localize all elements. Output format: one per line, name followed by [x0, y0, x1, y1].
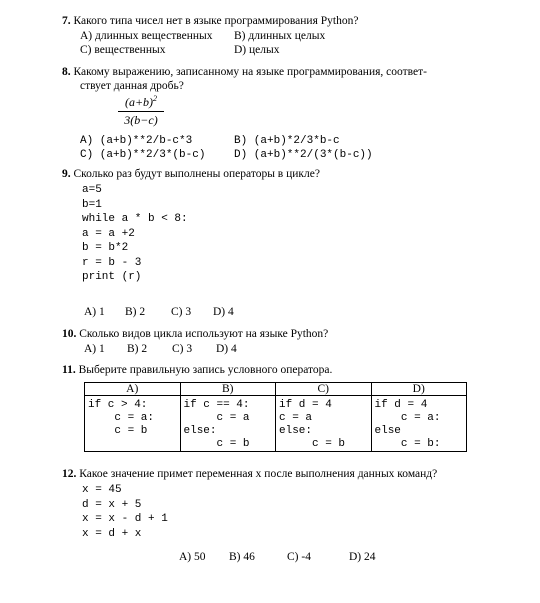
- q7-number: 7.: [62, 15, 71, 27]
- q9-code-line: a=5: [82, 184, 102, 196]
- q11-header-a: A): [85, 383, 181, 396]
- q9-title: [62, 168, 320, 180]
- q12-code-line: x = x - d + 1: [82, 513, 168, 525]
- q12-number: 12.: [62, 468, 77, 480]
- q12-option-c: C) -4: [287, 551, 311, 563]
- q8-option-d: D) (a+b)**2/(3*(b-c)): [234, 149, 373, 161]
- q10-option-c: C) 3: [172, 343, 193, 355]
- q7-text: Какого типа чисел нет в языке программирования Python?: [73, 15, 359, 27]
- q10-option-a: A) 1: [84, 343, 105, 355]
- q11-header-b: B): [180, 383, 276, 396]
- q7-option-d: D) целых: [234, 44, 280, 56]
- q11-header-row: [85, 383, 467, 396]
- q11-code-row: [85, 396, 467, 452]
- q12-code-line: d = x + 5: [82, 498, 142, 511]
- q8-fraction-bar: [118, 111, 164, 112]
- q12-option-a: A) 50: [179, 551, 206, 563]
- q9-text: Сколько раз будут выполнены операторы в цикле?: [73, 168, 320, 180]
- q9-code-line: b = b*2: [82, 242, 129, 254]
- q9-code-line: a = a +2: [82, 227, 135, 240]
- q7-title: [62, 15, 358, 27]
- q8-fraction: [118, 94, 164, 128]
- q11-code-c: if d = 4 c = a else: c = b: [279, 399, 346, 450]
- q10-number: 10.: [62, 328, 77, 340]
- q11-header-d: D): [371, 383, 467, 396]
- q7-option-a: A) длинных вещественных: [80, 30, 213, 42]
- q12-code-line: x = 45: [82, 484, 122, 496]
- q9-option-b: B) 2: [125, 306, 146, 318]
- q11-text: Выберите правильную запись условного оператора.: [78, 364, 333, 376]
- q12-code-block: [82, 483, 168, 541]
- q11-cell-b: [180, 396, 276, 452]
- q7-option-b: B) длинных целых: [234, 30, 326, 42]
- q8-number: 8.: [62, 66, 71, 78]
- q8-option-a: A) (a+b)**2/b-c*3: [80, 135, 193, 147]
- q8-fraction-exponent: 2: [153, 94, 158, 103]
- q9-code-line: print (r): [82, 271, 142, 283]
- q8-text-line1: Какому выражению, записанному на языке программирования, соответ-: [73, 66, 427, 78]
- q11-code-d: if d = 4 c = a: else c = b:: [374, 399, 441, 450]
- q8-fraction-numerator: $(a+b)^2$: [124, 94, 158, 109]
- q9-code-line: while a * b < 8:: [82, 213, 188, 225]
- q9-option-a: A) 1: [84, 306, 105, 318]
- q11-title: [62, 364, 332, 376]
- q8-option-c: C) (a+b)**2/3*(b-c): [80, 149, 206, 161]
- q11-cell-c: [276, 396, 372, 452]
- q7-option-c: C) вещественных: [80, 44, 166, 56]
- q9-option-c: C) 3: [171, 306, 192, 318]
- q11-number: 11.: [62, 364, 76, 376]
- q8-text-line2: ствует данная дробь?: [80, 80, 184, 92]
- q9-code-line: r = b - 3: [82, 256, 142, 269]
- q11-cell-d: [371, 396, 467, 452]
- q10-title: [62, 328, 328, 340]
- q11-options-table: [84, 382, 467, 452]
- q12-code-line: x = d + x: [82, 527, 142, 540]
- q8-fraction-denominator: 3(b−c): [124, 113, 158, 127]
- q10-option-b: B) 2: [127, 343, 148, 355]
- q10-option-d: D) 4: [216, 343, 237, 355]
- q12-title: [62, 468, 437, 480]
- q12-text: Какое значение примет переменная x после выполнения данных команд?: [79, 468, 438, 480]
- q11-code-a: if c > 4: c = a: c = b: [88, 399, 155, 437]
- q10-text: Сколько видов цикла используют на языке Python?: [79, 328, 329, 340]
- q9-option-d: D) 4: [213, 306, 234, 318]
- q11-cell-a: [85, 396, 181, 452]
- q12-option-b: B) 46: [229, 551, 255, 563]
- q9-number: 9.: [62, 168, 71, 180]
- q8-option-b: B) (a+b)*2/3*b-c: [234, 135, 340, 147]
- q9-code-line: b=1: [82, 198, 102, 211]
- q11-header-c: C): [276, 383, 372, 396]
- q12-option-d: D) 24: [349, 551, 376, 563]
- q11-code-b: if c == 4: c = a else: c = b: [183, 399, 250, 450]
- q9-code-block: [82, 183, 188, 285]
- q8-title: [62, 66, 427, 78]
